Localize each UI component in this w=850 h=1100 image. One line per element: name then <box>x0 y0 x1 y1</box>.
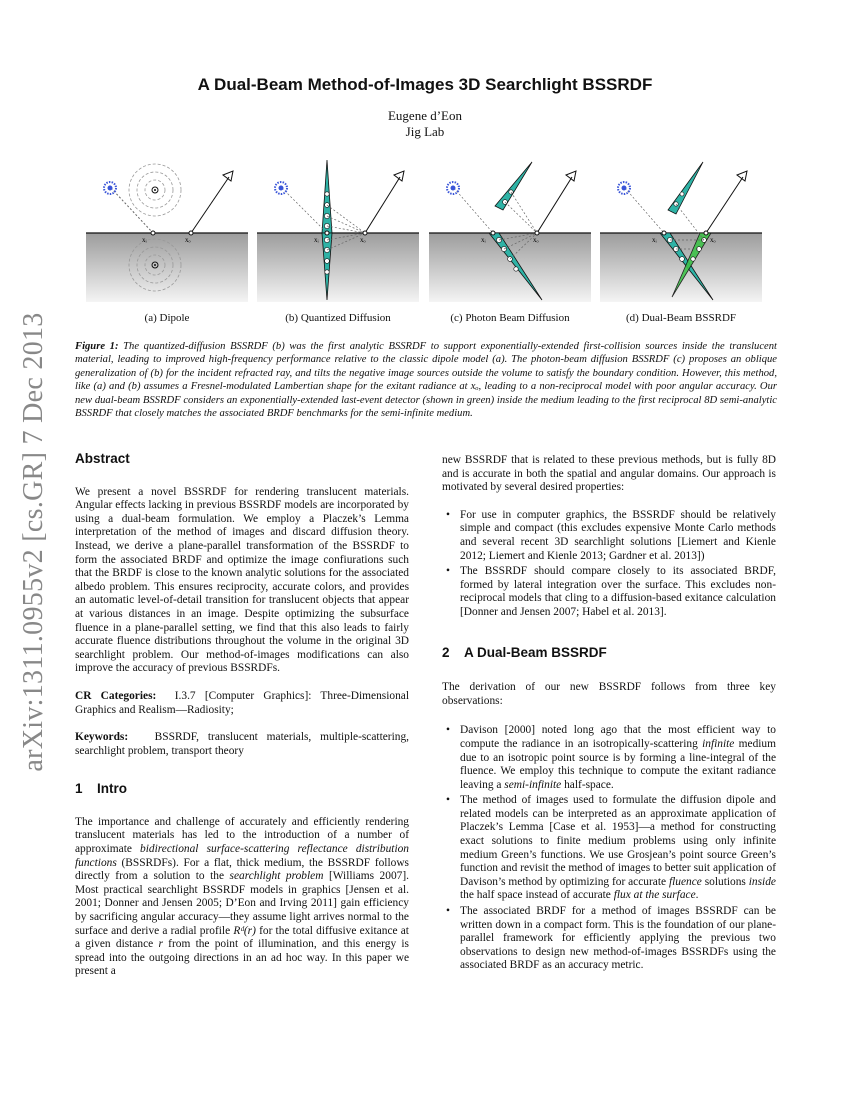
figure-panel-dual-beam <box>600 152 762 302</box>
observations-list <box>442 724 776 973</box>
list-item: • The BSSRDF should compare closely to its associated BRDF, formed by lateral integration over the surface. This excludes non-reciprocal models that cling to a diffusion-based exitance calculation [Donner and Jensen 2007; Habel et al. 2013]. <box>446 565 776 619</box>
xi-label: xᵢ <box>481 236 486 244</box>
section-title: Intro <box>97 781 127 797</box>
right-column <box>442 454 776 975</box>
xo-label: xₒ <box>360 236 366 244</box>
list-item: • The associated BRDF for a method of images BSSRDF can be written down in a compact form. This is the foundation of our plane-parallel framework for efficiently applying the previous two observations to design new method-of-images BSSRDFs using the associated BRDF as an accuracy metric. <box>446 905 776 973</box>
xo-label: xₒ <box>185 236 191 244</box>
dipole-diagram <box>86 152 248 302</box>
subcaption-c: (c) Photon Beam Diffusion <box>450 312 570 324</box>
figure-panel-photon-beam <box>429 152 591 302</box>
figure-caption <box>75 340 777 420</box>
section-number: 2 <box>442 644 450 660</box>
subcaption-a: (a) Dipole <box>144 312 190 324</box>
list-item: • For use in computer graphics, the BSSRDF should be relatively simple and compact (this excludes expensive Monte Carlo methods and several recent 3D searchlight solutions [Liemert and Kienle 2012; Liemert and Kienle 2013; Gardner et al. 2013]) <box>446 509 776 563</box>
intro-paragraph: The importance and challenge of accurately and efficiently rendering translucent materials has led to the introduction of a number of approximate bidirectional surface-scattering reflectance distribution functions (BSSRDFs). For a flat, thick medium, the BSSRDF follows directly from a solution to the searchlight problem [Williams 2007]. Most practical searchlight BSSRDF models in graphics [Jensen et al. 2001; Donner and Jensen 2005; D’Eon and Irving 2011] gain efficiency by sacrificing angular accuracy—they assume light arrives normal to the surface and derive a radial profile Rᵈ(r) for the total diffusive exitance at a given distance r from the point of illumination, and this energy is spread into the outgoing directions in an ad hoc way. In this paper we present a <box>75 815 409 978</box>
photon-beam-diagram <box>429 152 591 302</box>
cr-categories <box>75 690 409 717</box>
left-column <box>75 452 409 989</box>
cr-categories-text: I.3.7 [Computer Graphics]: Three-Dimensional Graphics and Realism—Radiosity; <box>75 689 409 716</box>
section-heading-dual-beam <box>442 646 776 660</box>
author-name: Eugene d’Eon <box>387 108 462 123</box>
figure-caption-text: The quantized-diffusion BSSRDF (b) was the first analytic BSSRDF to support exponentially-extended first-collision sources inside the translucent material, leading to improved high-frequency performance relative to the classic dipole model (a). The photon-beam diffusion BSSRDF (c) proposes an oblique generalization of (b) for the incident refracted ray, and tilts the negative image sources outside the volume to satisfy the boundary condition. However, this method, like (a) and (b) assumes a Fresnel-modulated Lambertian shape for the exitant radiance at xₒ, leading to a non-reciprocal model with poor angular accuracy. Our new dual-beam BSSRDF considers an exponentially-extended last-event detector (shown in green) inside the medium leading to the first reciprocal 8D semi-analytic BSSRDF that closely matches the associated BRDF benchmarks for the semi-infinite medium. <box>75 341 778 420</box>
keywords-text: BSSRDF, translucent materials, multiple-scattering, searchlight problem, transport theory <box>75 731 409 757</box>
list-item: • Davison [2000] noted long ago that the most efficient way to compute the radiance in an isotropically-scattering infinite medium due to an isotropic point source is by forming a line-integral of the fluence. We employ this technique to compute the exitant radiance leaving a semi-infinite half-space. <box>446 724 776 792</box>
xo-label: xₒ <box>533 236 539 244</box>
section-heading-intro <box>75 782 409 796</box>
quantized-diffusion-diagram <box>257 152 419 302</box>
cr-categories-label: CR Categories: <box>75 689 157 702</box>
section2-intro: The derivation of our new BSSRDF follows from three key observations: <box>442 681 776 707</box>
subcaption-b: (b) Quantized Diffusion <box>285 312 391 324</box>
xi-label: xᵢ <box>314 236 319 244</box>
figure-panel-quantized-diffusion <box>257 152 419 302</box>
xi-label: xᵢ <box>652 236 657 244</box>
camera-icon <box>223 171 233 181</box>
subcaption-d: (d) Dual-Beam BSSRDF <box>626 312 736 324</box>
xo-label: xₒ <box>710 236 716 244</box>
paper-title: A Dual-Beam Method-of-Images 3D Searchlight BSSRDF <box>197 75 653 94</box>
keywords <box>75 731 409 758</box>
camera-icon <box>737 171 747 181</box>
author-affiliation: Jig Lab <box>405 124 445 139</box>
arxiv-sidebar-id: arXiv:1311.0955v2 [cs.GR] 7 Dec 2013 <box>18 312 49 772</box>
figure-caption-label: Figure 1: <box>75 341 119 352</box>
properties-list <box>442 509 776 620</box>
keywords-label: Keywords: <box>75 731 129 744</box>
light-source-icon <box>275 182 287 194</box>
list-item: • The method of images used to formulate the diffusion dipole and related models can be interpreted as an approximate application of Placzek’s Lemma [Case et al. 1953]—a method for constructing exact solutions to finite medium problems using only infinite medium Green’s functions. We use Grosjean’s point source Green’s function and revisit the method of images to better suit application of Davison’s method by optimizing for accurate fluence solutions inside the half space instead of accurate flux at the surface. <box>446 794 776 903</box>
figure-panel-dipole <box>86 152 248 302</box>
xi-label: xᵢ <box>142 236 147 244</box>
light-source-icon <box>104 182 116 194</box>
intro-continued: new BSSRDF that is related to these previous methods, but is fully 8D and is accurate in both the spatial and angular domains. Our approach is motivated by several desired properties: <box>442 454 776 494</box>
section-number: 1 <box>75 781 83 797</box>
abstract-text: We present a novel BSSRDF for rendering translucent materials. Angular effects lacking in previous BSSRDF models are incorporated by using a dual-beam formulation. We employ a Placzek’s Lemma interpretation of the method of images and discard diffusion theory. Instead, we derive a plane-parallel transformation of the BSSRDF to form the associated BRDF and optimize the image confiurations such that the BRDF is close to the known analytic solutions for the associated albedo problem. This ensures reciprocity, accurate colors, and provides an automatic level-of-detail transition for translucent objects that appear at various distances in an image. Despite optimizing the subsurface fluence in a plane-parallel setting, we find that this also leads to fairly accurate fluence distributions throughout the volume in the original 3D searchlight problem. Our method-of-images modifications can also improve the accuracy of previous BSSRDFs. <box>75 485 409 675</box>
section-title: A Dual-Beam BSSRDF <box>464 644 607 660</box>
dual-beam-diagram <box>600 152 762 302</box>
abstract-heading: Abstract <box>75 451 130 466</box>
